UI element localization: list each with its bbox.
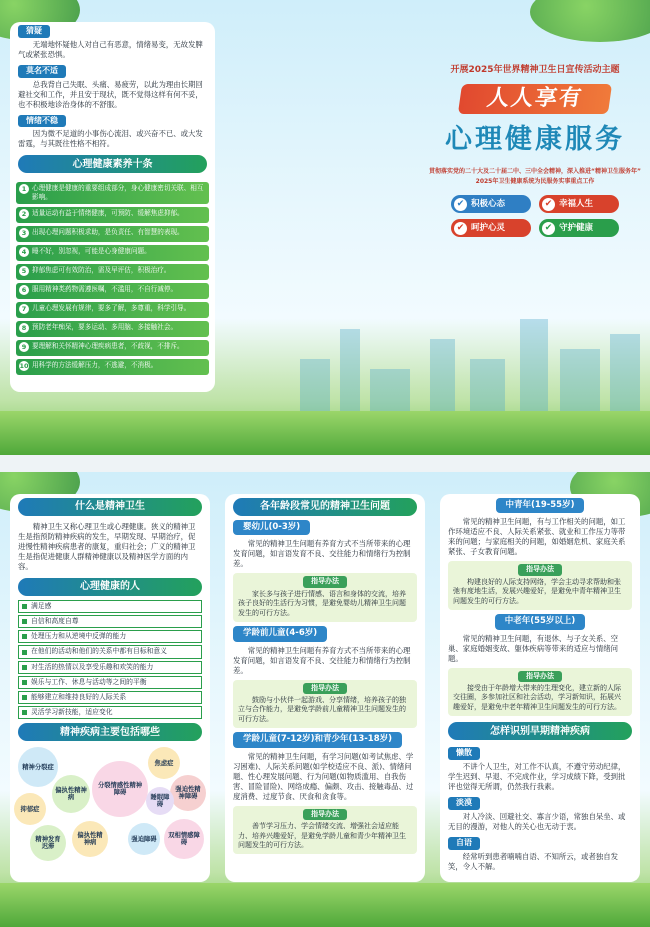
main-subtitle: 心理健康服务 [445, 123, 625, 155]
main-title: 人人享有 [458, 84, 612, 114]
guide-box [448, 561, 632, 610]
age-heading: 学龄前儿童(4-6岁) [233, 626, 327, 641]
pill-badge: ✔ 幸福人生 [539, 195, 619, 213]
disease-bubble: 睡眠障碍 [146, 787, 174, 815]
disease-bubbles [10, 745, 210, 863]
disease-bubble: 精神分裂症 [18, 747, 58, 787]
list-item: 自信和高度自尊 [18, 615, 202, 628]
top-left-column [10, 22, 215, 392]
leaf-decoration [530, 0, 650, 42]
guide-text: 构建良好的人际支持网络，学会主动寻求帮助和张弛有度地生活，发展兴趣爱好，是避免中青年精神卫生问题发生的可行方法。 [453, 577, 621, 605]
disease-bubble: 偏执性精神病 [52, 775, 90, 813]
bottom-column-1 [10, 494, 210, 882]
symptom-block [10, 22, 215, 151]
list-item: 6 服用精神类药物需遵医嘱，不滥用，不自行减停。 [16, 283, 209, 299]
symptom-label: 猜疑 [18, 25, 50, 38]
ten-title: 心理健康素养十条 [18, 155, 207, 173]
list-item: 10 用科学的方法缓解压力，不逃避，不消极。 [16, 359, 209, 375]
guide-text: 善节学习压力、学会情绪交流、增强社会适应能力、培养兴趣爱好，是避免学龄儿童和青少年精神卫生问题发生的可行方法。 [238, 822, 406, 850]
healthy-title: 心理健康的人 [18, 578, 202, 596]
list-item: 满足感 [18, 600, 202, 613]
symptom-label: 情绪不稳 [18, 115, 66, 128]
list-item: 3 出现心理问题积极求助，是负责任、有智慧的表现。 [16, 226, 209, 242]
grass-decoration [0, 883, 650, 927]
age-text: 常见的精神卫生问题，有学习问题(如考试焦虑、学习困难)、人际关系问题(如学校适应不良、派)、情绪问题、性心理发展问题、行为问题(如物质滥用、自我伤害、冒险冒险)、网络成瘾、偏颇、攻击、接触毒品、过度消费、过度节食、厌食和贪食等。 [233, 751, 414, 801]
what-text: 精神卫生又称心理卫生或心理健康。狭义的精神卫生是指预防精神疾病的发生，早期发现、早期治疗，促进慢性精神疾病患者的康复，重归社会；广义的精神卫生是指促进健康人群精神健康以及精神医学方面的内容。 [18, 522, 196, 571]
cover-area [420, 64, 650, 237]
ten-list [10, 177, 215, 380]
age-text: 常见的精神卫生问题，有退休、与子女关系、空巢、家庭婚姻变故、躯体疾病等带来的适应与情绪问题。 [448, 633, 619, 663]
guide-label: 指导办法 [303, 809, 347, 820]
event-title: 开展2025年世界精神卫生日宣传活动主题 [450, 65, 620, 75]
what-title: 什么是精神卫生 [18, 498, 202, 516]
disease-bubble: 焦虑症 [148, 747, 180, 779]
age-heading: 中青年(19-55岁) [496, 498, 585, 513]
guide-label: 指导办法 [518, 564, 562, 575]
guide-text: 家长多与孩子进行情感、语言和身体的交流，培养孩子良好的生活行为习惯，是避免婴幼儿精神卫生问题发生的可行方法。 [238, 589, 406, 617]
pill-badge: ✔ 守护健康 [539, 219, 619, 237]
bottom-column-3 [440, 494, 640, 882]
top-panel [0, 0, 650, 455]
list-item: 4 睡不好，别忽视，可能是心身健康问题。 [16, 245, 209, 261]
list-item: 7 儿童心理发展有规律，要多了解，多尊重，科学引导。 [16, 302, 209, 318]
skyline-decoration [610, 334, 640, 419]
list-item: 8 预防老年痴呆，要多运动、多用脑、多接触社会。 [16, 321, 209, 337]
age-heading: 中老年(55岁以上) [495, 614, 586, 629]
identify-text: 对人冷淡、回避社交、寡言少语，常独自呆坐、或无目的漫游，对他人的关心也无动于衷。 [448, 811, 626, 831]
check-icon: ✔ [542, 222, 555, 235]
guide-label: 指导办法 [303, 683, 347, 694]
subtitle-1: 贯彻落实党的二十大及二十届二中、三中全会精神，深入推进“精神卫生服务年” [429, 168, 641, 176]
pill-badge: ✔ 积极心态 [451, 195, 531, 213]
symptom-text: 无端地怀疑他人对自己有恶意，情绪易变，无故发脾气或紧张恐惧。 [18, 39, 203, 59]
check-icon: ✔ [454, 222, 467, 235]
disease-bubble: 强迫障碍 [128, 823, 160, 855]
pill-badge: ✔ 呵护心灵 [451, 219, 531, 237]
disease-bubble: 分裂情感性精神障碍 [92, 761, 148, 817]
grass-decoration [0, 411, 650, 455]
list-item: 9 要理解和关怀精神心理疾病患者，不歧视，不排斥。 [16, 340, 209, 356]
bottom-column-2 [225, 494, 425, 882]
guide-box [233, 573, 417, 622]
disease-bubble: 抑郁症 [14, 793, 46, 825]
list-item: 处理压力和从逆境中反弹的能力 [18, 630, 202, 643]
list-item: 灵活学习新技能，适应变化 [18, 706, 202, 719]
skyline-decoration [560, 349, 600, 419]
symptom-label: 莫名不适 [18, 65, 66, 78]
identify-text: 不讲个人卫生，对工作不认真，不遵守劳动纪律，学生迟到、早退、不完成作业，学习成绩下降，受到批评也觉得无所谓，仍然我行我素。 [448, 762, 626, 792]
age-text: 常见的精神卫生问题有养育方式不当所带来的心理发育问题，如言语发育不良、交往能力和情绪行为控制差。 [233, 645, 411, 675]
disease-bubble: 双相情感障碍 [164, 819, 204, 859]
disease-title: 精神疾病主要包括哪些 [18, 723, 202, 741]
list-item: 能够建立和维持良好的人际关系 [18, 691, 202, 704]
guide-text: 鼓励与小伙伴一起游戏、分享情绪，培养孩子的独立与合作能力，是避免学龄前儿童精神卫生问题发生的可行方法。 [238, 696, 406, 723]
age-heading: 学龄儿童(7-12岁)和青少年(13-18岁) [233, 732, 402, 747]
guide-label: 指导办法 [518, 671, 562, 682]
list-item: 对生活的热情以及享受乐趣和欢笑的能力 [18, 661, 202, 674]
healthy-list [10, 600, 210, 719]
list-item: 5 抑郁焦虑可有效防治，需及早评估，积极治疗。 [16, 264, 209, 280]
subtitle-2: 2025年卫生健康系统为民服务实事重点工作 [475, 178, 595, 186]
check-icon: ✔ [542, 198, 555, 211]
identify-title: 怎样识别早期精神疾病 [448, 722, 632, 740]
age-title: 各年龄段常见的精神卫生问题 [233, 498, 417, 516]
age-text: 常见的精神卫生问题有养育方式不当所带来的心理发育问题，如言语发育不良、交往能力和情绪行为控制差。 [233, 539, 411, 569]
value-pills [420, 195, 650, 237]
symptom-text: 因为微不足道的小事伤心流泪、或兴奋不已、或大发雷霆，与其既往性格不相符。 [18, 129, 203, 149]
skyline-decoration [470, 359, 505, 419]
identify-label: 淡漠 [448, 797, 480, 810]
list-item: 在他们的活动和他们的关系中都有目标和意义 [18, 645, 202, 658]
guide-text: 接受由于年龄增大带来的生理变化，建立新的人际交往圈，多参加社区和社会活动，学习新知识，拓展兴趣爱好，是避免中老年精神卫生问题发生的可行方法。 [453, 684, 621, 711]
bottom-panel [0, 472, 650, 927]
identify-label: 自语 [448, 837, 480, 850]
guide-label: 指导办法 [303, 576, 347, 587]
skyline-decoration [300, 359, 330, 419]
identify-text: 经常听到患者喃喃自语、不知所云，或者独自发笑，令人不解。 [448, 851, 619, 871]
disease-bubble: 偏执性精神病 [72, 821, 108, 857]
guide-box [233, 680, 417, 729]
skyline-decoration [340, 329, 360, 419]
list-item: 娱乐与工作、休息与活动等之间的平衡 [18, 676, 202, 689]
disease-bubble: 精神发育迟滞 [30, 825, 66, 861]
guide-box [448, 668, 632, 717]
disease-bubble: 强迫性精神障碍 [170, 775, 206, 811]
age-heading: 婴幼儿(0-3岁) [233, 520, 310, 535]
guide-box [233, 806, 417, 855]
list-item: 2 适量运动有益于情绪健康，可预防、缓解焦虑抑郁。 [16, 207, 209, 223]
age-text: 常见的精神卫生问题，有与工作相关的问题，如工作环境适应不良、人际关系紧张、就业和工作压力等带来的问题；与家庭相关的问题，如婚姻危机、家庭关系紧张、子女教育问题。 [448, 517, 626, 557]
symptom-text: 总我背自己失眠、头痛、易疲劳，以此为理由长期回避社交和工作，并且安于现状，既不觉得这样有何不妥，也不积极地诊治身体的不舒服。 [18, 79, 203, 109]
check-icon: ✔ [454, 198, 467, 211]
identify-label: 懒散 [448, 747, 480, 760]
skyline-decoration [520, 319, 548, 419]
skyline-decoration [430, 339, 455, 419]
list-item: 1 心理健康是健康的重要组成部分，身心健康密切关联、相互影响。 [16, 182, 209, 204]
